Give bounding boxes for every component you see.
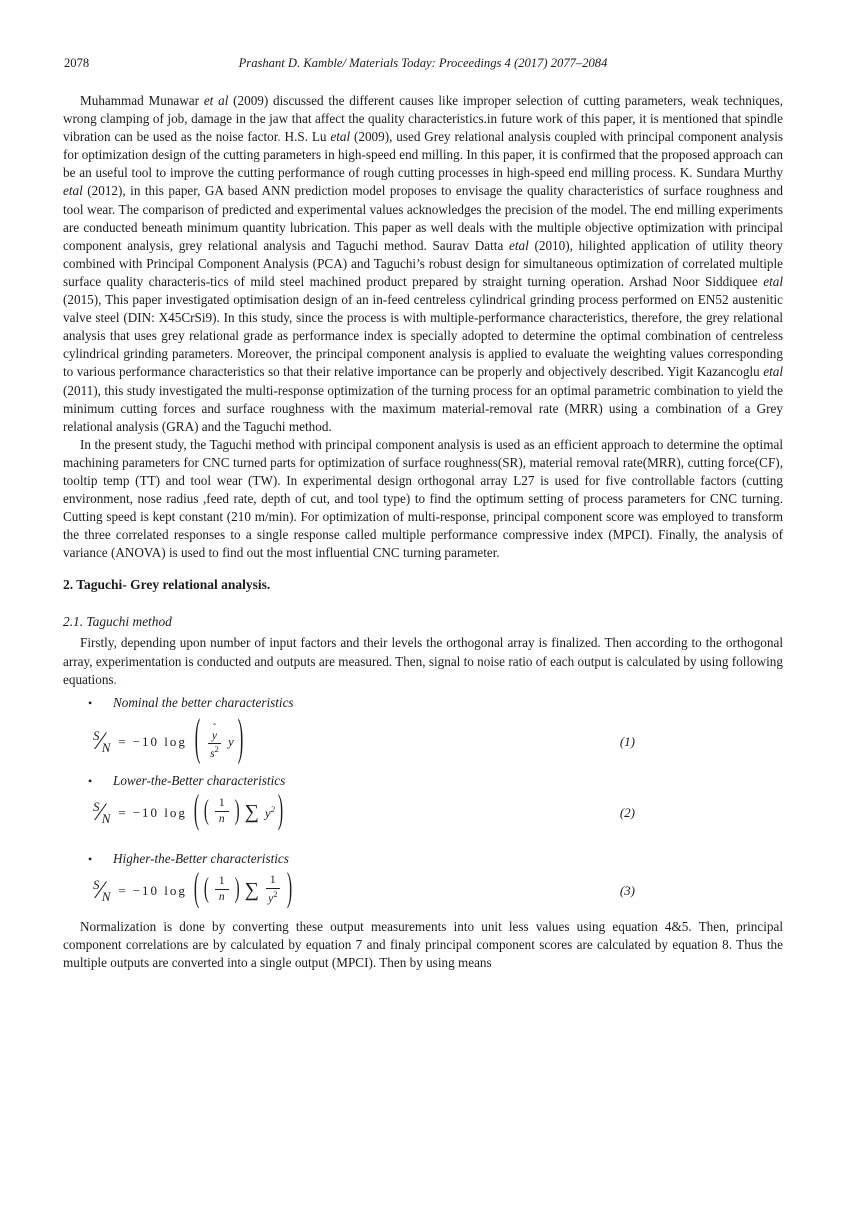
fraction-1-over-n: $\frac{1}{n}$	[215, 797, 229, 826]
variable-y: y	[228, 733, 234, 749]
fraction-1-over-n: $\frac{1}{n}$	[215, 875, 229, 904]
open-paren: (	[194, 712, 201, 768]
fraction-1-over-y2: $\frac{1}{y^2}$	[266, 874, 280, 906]
summation-icon: ∑	[244, 879, 259, 902]
equals-sign: =	[118, 882, 126, 898]
close-paren: )	[277, 789, 284, 833]
minus-ten-log: −10 log	[132, 733, 187, 749]
bullet-label: Lower-the-Better characteristics	[113, 772, 286, 788]
bullet-icon: •	[88, 773, 93, 788]
equation-1	[93, 714, 783, 770]
equation-number-1: (1)	[619, 733, 635, 749]
equation-3	[93, 868, 783, 914]
equation-number-2: (2)	[619, 804, 635, 820]
bullet-higher-the-better	[63, 850, 783, 868]
section-heading: 2. Taguchi- Grey relational analysis.	[63, 577, 271, 593]
paper-page	[0, 55, 846, 972]
bullet-lower-the-better	[63, 772, 783, 790]
bullet-icon: •	[88, 851, 93, 866]
hat-accent: ˆ	[212, 721, 216, 732]
running-title: Prashant D. Kamble/ Materials Today: Proceedings 4 (2017) 2077–2084	[238, 56, 608, 70]
paragraph-present-study: In the present study, the Taguchi method with principal component analysis is used as an efficient approach to determine the optimal machining parameters for CNC turned parts for optimization of surface roughness(SR), material removal rate(MRR), cutting force(CF), tooltip temp (TT) and tool wear (TW). In experimental design orthogonal array L27 is used for five controllable factors (cutting environment, nose radius ,feed rate, depth of cut, and tool type) to find the optimum setting of process parameters for CNC turning. Cutting speed is kept constant (210 m/min). For optimization of multi-response, principal component score was employed to transform the three correlated responses to a single response called multiple performance compressive index (MPCI). Finally, the analysis of variance (ANOVA) is used to find out the most influential CNC turning parameter.	[63, 436, 783, 561]
minus-ten-log: −10 log	[132, 882, 187, 898]
paragraph-taguchi-method: Firstly, depending upon number of input factors and their levels the orthogonal array is finalized. Then according to the orthogonal array, experimentation is conducted and outputs are measured. Then, signal to noise ratio of each output is calculated by using following equations.	[63, 635, 783, 687]
variable-y-squared: $y^2$	[264, 804, 275, 821]
bullet-nominal-the-better	[63, 694, 783, 712]
equals-sign: =	[118, 733, 126, 749]
open-paren: (	[193, 789, 200, 833]
sn-ratio: S ⁄ N	[93, 876, 111, 905]
bullet-icon: •	[88, 695, 93, 710]
bullet-label: Nominal the better characteristics	[113, 694, 294, 710]
equation-number-3: (3)	[619, 882, 635, 898]
inner-open-paren: (	[203, 796, 209, 827]
inner-close-paren: )	[234, 874, 240, 905]
close-paren: )	[286, 867, 292, 911]
equals-sign: =	[118, 804, 126, 820]
page-header	[63, 55, 783, 71]
minus-ten-log: −10 log	[132, 804, 187, 820]
paragraph-normalization: Normalization is done by converting these output measurements into unit less values using equation 4&5. Then, principal component correlations are by calculated by equation 7 and finaly principal component scores are calculated by equation 8. Thus the multiple outputs are converted into a single output (MPCI). Then by using means	[63, 918, 783, 970]
sn-ratio: S ⁄ N	[93, 727, 111, 756]
open-paren: (	[193, 867, 200, 911]
paragraph-intro: Muhammad Munawar et al (2009) discussed the different causes like improper selection of cutting parameters, weak techniques, wrong clamping of job, damage in the jaw that affect the quality characteristics.in future work of this paper, it is mentioned that spindle vibration can be used as the noise factor. H.S. Lu etal (2009), used Grey relational analysis coupled with principal component analysis for optimization design of the cutting parameters in high-speed end milling. In this paper, it is confirmed that the proposed approach can be an useful tool to improve the cutting performance of rough cutting processes in high-speed end milling process. K. Sundara Murthy etal (2012), in this paper, GA based ANN prediction model proposes to envisage the quality characteristics of surface roughness and tool wear. The comparison of predicted and experimental values acknowledges the precision of the model. The end milling experiments are conducted beneath minimum quantity lubrication. This paper as well deals with the multiple objective optimization with principal component analysis, grey relational analysis and Taguchi method. Saurav Datta etal (2010), hilighted application of utility theory combined with Principal Component Analysis (PCA) and Taguchi’s robust design for simultaneous optimization of correlated multiple surface quality characteris-tics of mild steel machined product prepared by straight turning operation. Arshad Noor Siddiquee etal (2015), This paper investigated optimisation design of an in-feed centreless cylindrical grinding process performed on EN52 austenitic valve steel (DIN: X45CrSi9). In this study, since the process is with multiple-performance characteristics, therefore, the grey relational analysis that uses grey relational grade as performance index is specially adopted to determine the optimal combination of centreless cylindrical grinding parameters. Moreover, the principal component analysis is applied to evaluate the weighting values corresponding to various performance characteristics so that their relative importance can be properly and objectively described. Yigit Kazancoglu etal (2011), this study investigated the multi-response optimization of the turning process for an optimal parametric combination to yield the minimum cutting forces and surface roughness with the maximum material-removal rate (MRR) using a combination of a Grey relational analysis (GRA) and the Taguchi method.	[63, 93, 783, 434]
inner-open-paren: (	[203, 874, 209, 905]
summation-icon: ∑	[244, 801, 259, 824]
close-paren: )	[237, 712, 244, 768]
subsection-heading: 2.1. Taguchi method	[63, 614, 172, 630]
bullet-label: Higher-the-Better characteristics	[113, 850, 289, 866]
equation-2	[93, 790, 783, 836]
page-number: 2078	[64, 56, 90, 70]
fraction-yhat-over-s2: ˆ y $s^2$	[208, 721, 221, 761]
inner-close-paren: )	[234, 796, 240, 827]
sn-ratio: S ⁄ N	[93, 798, 111, 827]
